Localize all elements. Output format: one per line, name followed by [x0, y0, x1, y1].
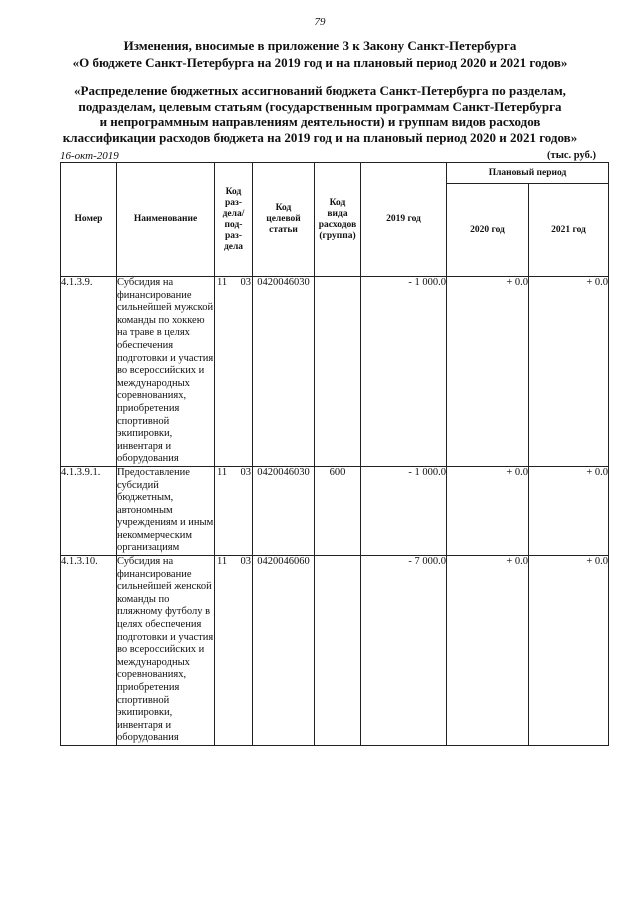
document-subtitle [40, 83, 600, 145]
table-row [61, 466, 609, 555]
row-value-2021: + 0.0 [529, 466, 609, 555]
subtitle-line-3: и непрограммным направлениям деятельности) и группам видов расходов [99, 114, 541, 129]
header-name: Наименование [117, 163, 215, 277]
header-code-section-l3: дела/ [222, 208, 245, 219]
header-code-section-l1: Код [225, 186, 242, 197]
subtitle-line-4: классификации расходов бюджета на 2019 год и на плановый период 2020 и 2021 годов» [62, 129, 578, 145]
header-number: Номер [61, 163, 117, 277]
row-type-code [315, 556, 361, 746]
row-value-2019: - 1 000.0 [361, 277, 447, 467]
header-code-target [253, 163, 315, 277]
row-target-code: 0420046030 [253, 466, 315, 555]
header-code-type-l4: (группа) [319, 230, 356, 241]
row-section-code [215, 466, 253, 555]
row-name: Субсидия на финансирование сильнейшей женской команды по пляжному футболу в целях обеспечения подготовки и участия во всероссийских и международных соревнованиях, приобретения спортивной экипировки, инвентаря и оборудования [117, 556, 215, 746]
row-name: Субсидия на финансирование сильнейшей мужской команды по хоккею на траве в целях обеспечения подготовки и участия во всероссийских и международных соревнованиях, приобретения спортивной экипировки, инвентаря и оборудования [117, 277, 215, 467]
budget-table [60, 162, 609, 746]
row-number: 4.1.3.9. [61, 277, 117, 467]
page-number: 79 [314, 16, 326, 28]
row-section-code [215, 277, 253, 467]
row-value-2019: - 1 000.0 [361, 466, 447, 555]
row-value-2020: + 0.0 [447, 466, 529, 555]
row-section-code [215, 556, 253, 746]
row-subsection: 03 [240, 466, 251, 478]
row-value-2019: - 7 000.0 [361, 556, 447, 746]
row-section: 11 [217, 556, 228, 568]
title-line-2: «О бюджете Санкт-Петербурга на 2019 год и на плановый период 2020 и 2021 годов» [72, 55, 568, 70]
title-line-1: Изменения, вносимые в приложение 3 к Закону Санкт-Петербурга [123, 38, 517, 53]
header-code-type-l3: расходов [318, 219, 357, 230]
row-type-code [315, 277, 361, 467]
row-section: 11 [217, 466, 228, 478]
table-row [61, 277, 609, 467]
header-code-section-l4: под- [224, 219, 243, 230]
header-code-section-l2: раз- [224, 197, 242, 208]
header-year-2021: 2021 год [529, 184, 609, 277]
header-code-section-l6: дела [223, 241, 244, 252]
row-subsection: 03 [240, 277, 251, 288]
row-type-code: 600 [315, 466, 361, 555]
row-name: Предоставление субсидий бюджетным, автономным учреждениям и иным некоммерческим организациям [117, 466, 215, 555]
header-year-2020: 2020 год [447, 184, 529, 277]
document-date: 16-окт-2019 [60, 150, 119, 162]
row-subsection: 03 [240, 556, 251, 568]
header-code-section-l5: раз- [224, 230, 242, 241]
subtitle-line-2: подразделам, целевым статьям (государственным программам Санкт-Петербурга [78, 98, 562, 114]
header-code-section [215, 163, 253, 277]
header-code-target-l2: целевой [266, 214, 301, 224]
document-title [40, 37, 600, 71]
row-value-2021: + 0.0 [529, 277, 609, 467]
row-number: 4.1.3.10. [61, 556, 117, 746]
header-plan-period: Плановый период [447, 163, 609, 184]
header-code-target-l1: Код [275, 203, 292, 213]
table-row [61, 556, 609, 746]
header-year-2019: 2019 год [361, 163, 447, 277]
header-code-type-l1: Код [329, 197, 346, 208]
header-code-type [315, 163, 361, 277]
header-code-target-l3: статьи [269, 225, 298, 235]
row-value-2021: + 0.0 [529, 556, 609, 746]
row-number: 4.1.3.9.1. [61, 466, 117, 555]
row-value-2020: + 0.0 [447, 277, 529, 467]
row-target-code: 0420046030 [253, 277, 315, 467]
header-code-type-l2: вида [327, 208, 348, 219]
subtitle-line-1: «Распределение бюджетных ассигнований бюджета Санкт-Петербурга по разделам, [74, 83, 566, 98]
row-target-code: 0420046060 [253, 556, 315, 746]
units-label: (тыс. руб.) [547, 150, 596, 161]
row-value-2020: + 0.0 [447, 556, 529, 746]
row-section: 11 [217, 277, 228, 288]
